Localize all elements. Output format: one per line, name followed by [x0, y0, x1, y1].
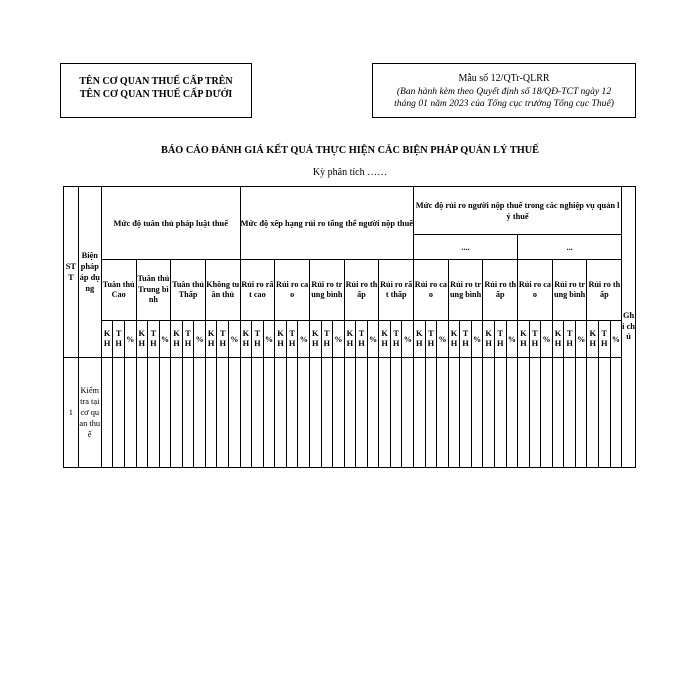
value-cell — [321, 358, 333, 468]
form-info-box — [372, 63, 636, 118]
unit-th-header: TH — [564, 321, 576, 358]
agency-upper-name: TÊN CƠ QUAN THUẾ CẤP TRÊN — [79, 76, 233, 87]
group-header-risk-ops: Mức độ rủi ro người nộp thuế trong các nghiệp vụ quản lý thuế — [414, 187, 622, 235]
unit-pct-header: % — [263, 321, 275, 358]
unit-th-header: TH — [494, 321, 506, 358]
value-cell — [402, 358, 414, 468]
unit-pct-header: % — [124, 321, 136, 358]
unit-th-header: TH — [321, 321, 333, 358]
compliance-level-header: Tuân thủ Cao — [101, 260, 136, 321]
unit-th-header: TH — [425, 321, 437, 358]
unit-pct-header: % — [610, 321, 622, 358]
value-cell — [564, 358, 576, 468]
value-cell — [252, 358, 264, 468]
unit-kh-header: KH — [275, 321, 287, 358]
unit-th-header: TH — [460, 321, 472, 358]
risk-rank-level-header: Rủi ro rất cao — [240, 260, 275, 321]
value-cell — [610, 358, 622, 468]
value-cell — [217, 358, 229, 468]
unit-pct-header: % — [367, 321, 379, 358]
risk-rank-level-header: Rủi ro thấp — [344, 260, 379, 321]
header-row-units — [64, 321, 636, 358]
unit-kh-header: KH — [240, 321, 252, 358]
group-header-risk-rank: Mức độ xếp hạng rủi ro tổng thể người nộp thuế — [240, 187, 413, 260]
unit-kh-header: KH — [552, 321, 564, 358]
value-cell — [229, 358, 241, 468]
value-cell — [240, 358, 252, 468]
ops2-level-header: Rủi ro trung bình — [552, 260, 587, 321]
form-note-line-1: (Ban hành kèm theo Quyết định số 18/QĐ-TCT ngày 12 — [396, 85, 612, 97]
ops2-level-header: Rủi ro cao — [518, 260, 553, 321]
risk-rank-level-header: Rủi ro rất thấp — [379, 260, 414, 321]
value-cell — [298, 358, 310, 468]
value-cell — [506, 358, 518, 468]
header-row-groups — [64, 187, 636, 235]
value-cell — [275, 358, 287, 468]
unit-kh-header: KH — [205, 321, 217, 358]
unit-th-header: TH — [286, 321, 298, 358]
unit-pct-header: % — [575, 321, 587, 358]
risk-rank-level-header: Rủi ro trung bình — [309, 260, 344, 321]
unit-kh-header: KH — [414, 321, 426, 358]
unit-th-header: TH — [529, 321, 541, 358]
unit-pct-header: % — [437, 321, 449, 358]
value-cell — [471, 358, 483, 468]
unit-th-header: TH — [390, 321, 402, 358]
value-cell — [367, 358, 379, 468]
compliance-level-header: Không tuân thủ — [205, 260, 240, 321]
value-cell — [205, 358, 217, 468]
unit-pct-header: % — [471, 321, 483, 358]
value-cell — [587, 358, 599, 468]
value-cell — [529, 358, 541, 468]
col-header-note: Ghi chú — [622, 187, 636, 468]
unit-th-header: TH — [113, 321, 125, 358]
value-cell — [344, 358, 356, 468]
value-cell — [309, 358, 321, 468]
unit-pct-header: % — [402, 321, 414, 358]
value-cell — [483, 358, 495, 468]
agency-lower-name: TÊN CƠ QUAN THUẾ CẤP DƯỚI — [79, 89, 233, 100]
unit-kh-header: KH — [483, 321, 495, 358]
value-cell — [425, 358, 437, 468]
header-row-levels — [64, 260, 636, 321]
unit-kh-header: KH — [448, 321, 460, 358]
ops-subgroup-1: .... — [414, 235, 518, 260]
unit-kh-header: KH — [379, 321, 391, 358]
table-row — [64, 358, 636, 468]
row-stt-cell: 1 — [64, 358, 79, 468]
unit-pct-header: % — [541, 321, 553, 358]
value-cell — [414, 358, 426, 468]
value-cell — [194, 358, 206, 468]
analysis-period: Kỳ phân tích …… — [312, 167, 388, 178]
unit-th-header: TH — [148, 321, 160, 358]
value-cell — [494, 358, 506, 468]
ops1-level-header: Rủi ro trung bình — [448, 260, 483, 321]
report-title: BÁO CÁO ĐÁNH GIÁ KẾT QUẢ THỰC HIỆN CÁC BIỆN PHÁP QUẢN LÝ THUẾ — [160, 145, 540, 156]
agency-header-box — [60, 63, 252, 118]
compliance-level-header: Tuân thủ Thấp — [171, 260, 206, 321]
ops-subgroup-2: ... — [518, 235, 622, 260]
ops1-level-header: Rủi ro cao — [414, 260, 449, 321]
unit-kh-header: KH — [136, 321, 148, 358]
col-header-measure: Biện pháp áp dụng — [78, 187, 101, 358]
value-cell — [136, 358, 148, 468]
unit-kh-header: KH — [344, 321, 356, 358]
ops2-level-header: Rủi ro thấp — [587, 260, 622, 321]
value-cell — [333, 358, 345, 468]
unit-th-header: TH — [182, 321, 194, 358]
risk-rank-level-header: Rủi ro cao — [275, 260, 310, 321]
form-note-line-2: tháng 01 năm 2023 của Tổng cục trưởng Tổng cục Thuế) — [394, 98, 614, 110]
value-cell — [552, 358, 564, 468]
unit-pct-header: % — [159, 321, 171, 358]
value-cell — [518, 358, 530, 468]
value-cell — [390, 358, 402, 468]
value-cell — [437, 358, 449, 468]
unit-th-header: TH — [217, 321, 229, 358]
value-cell — [159, 358, 171, 468]
value-cell — [263, 358, 275, 468]
unit-kh-header: KH — [171, 321, 183, 358]
form-code: Mẫu số 12/QTr-QLRR — [458, 73, 550, 84]
value-cell — [182, 358, 194, 468]
unit-th-header: TH — [252, 321, 264, 358]
value-cell — [460, 358, 472, 468]
value-cell — [148, 358, 160, 468]
unit-pct-header: % — [506, 321, 518, 358]
value-cell — [356, 358, 368, 468]
unit-pct-header: % — [298, 321, 310, 358]
unit-pct-header: % — [194, 321, 206, 358]
unit-pct-header: % — [229, 321, 241, 358]
value-cell — [448, 358, 460, 468]
value-cell — [101, 358, 113, 468]
unit-kh-header: KH — [309, 321, 321, 358]
unit-kh-header: KH — [101, 321, 113, 358]
compliance-level-header: Tuân thủ Trung bình — [136, 260, 171, 321]
value-cell — [575, 358, 587, 468]
unit-kh-header: KH — [587, 321, 599, 358]
report-table — [63, 186, 636, 468]
unit-kh-header: KH — [518, 321, 530, 358]
value-cell — [379, 358, 391, 468]
ops1-level-header: Rủi ro thấp — [483, 260, 518, 321]
value-cell — [171, 358, 183, 468]
value-cell — [124, 358, 136, 468]
unit-th-header: TH — [356, 321, 368, 358]
unit-th-header: TH — [599, 321, 611, 358]
unit-pct-header: % — [333, 321, 345, 358]
value-cell — [599, 358, 611, 468]
value-cell — [286, 358, 298, 468]
group-header-compliance: Mức độ tuân thủ pháp luật thuế — [101, 187, 240, 260]
col-header-stt: STT — [64, 187, 79, 358]
row-measure-cell: Kiểm tra tại cơ quan thuế — [78, 358, 101, 468]
value-cell — [113, 358, 125, 468]
value-cell — [541, 358, 553, 468]
